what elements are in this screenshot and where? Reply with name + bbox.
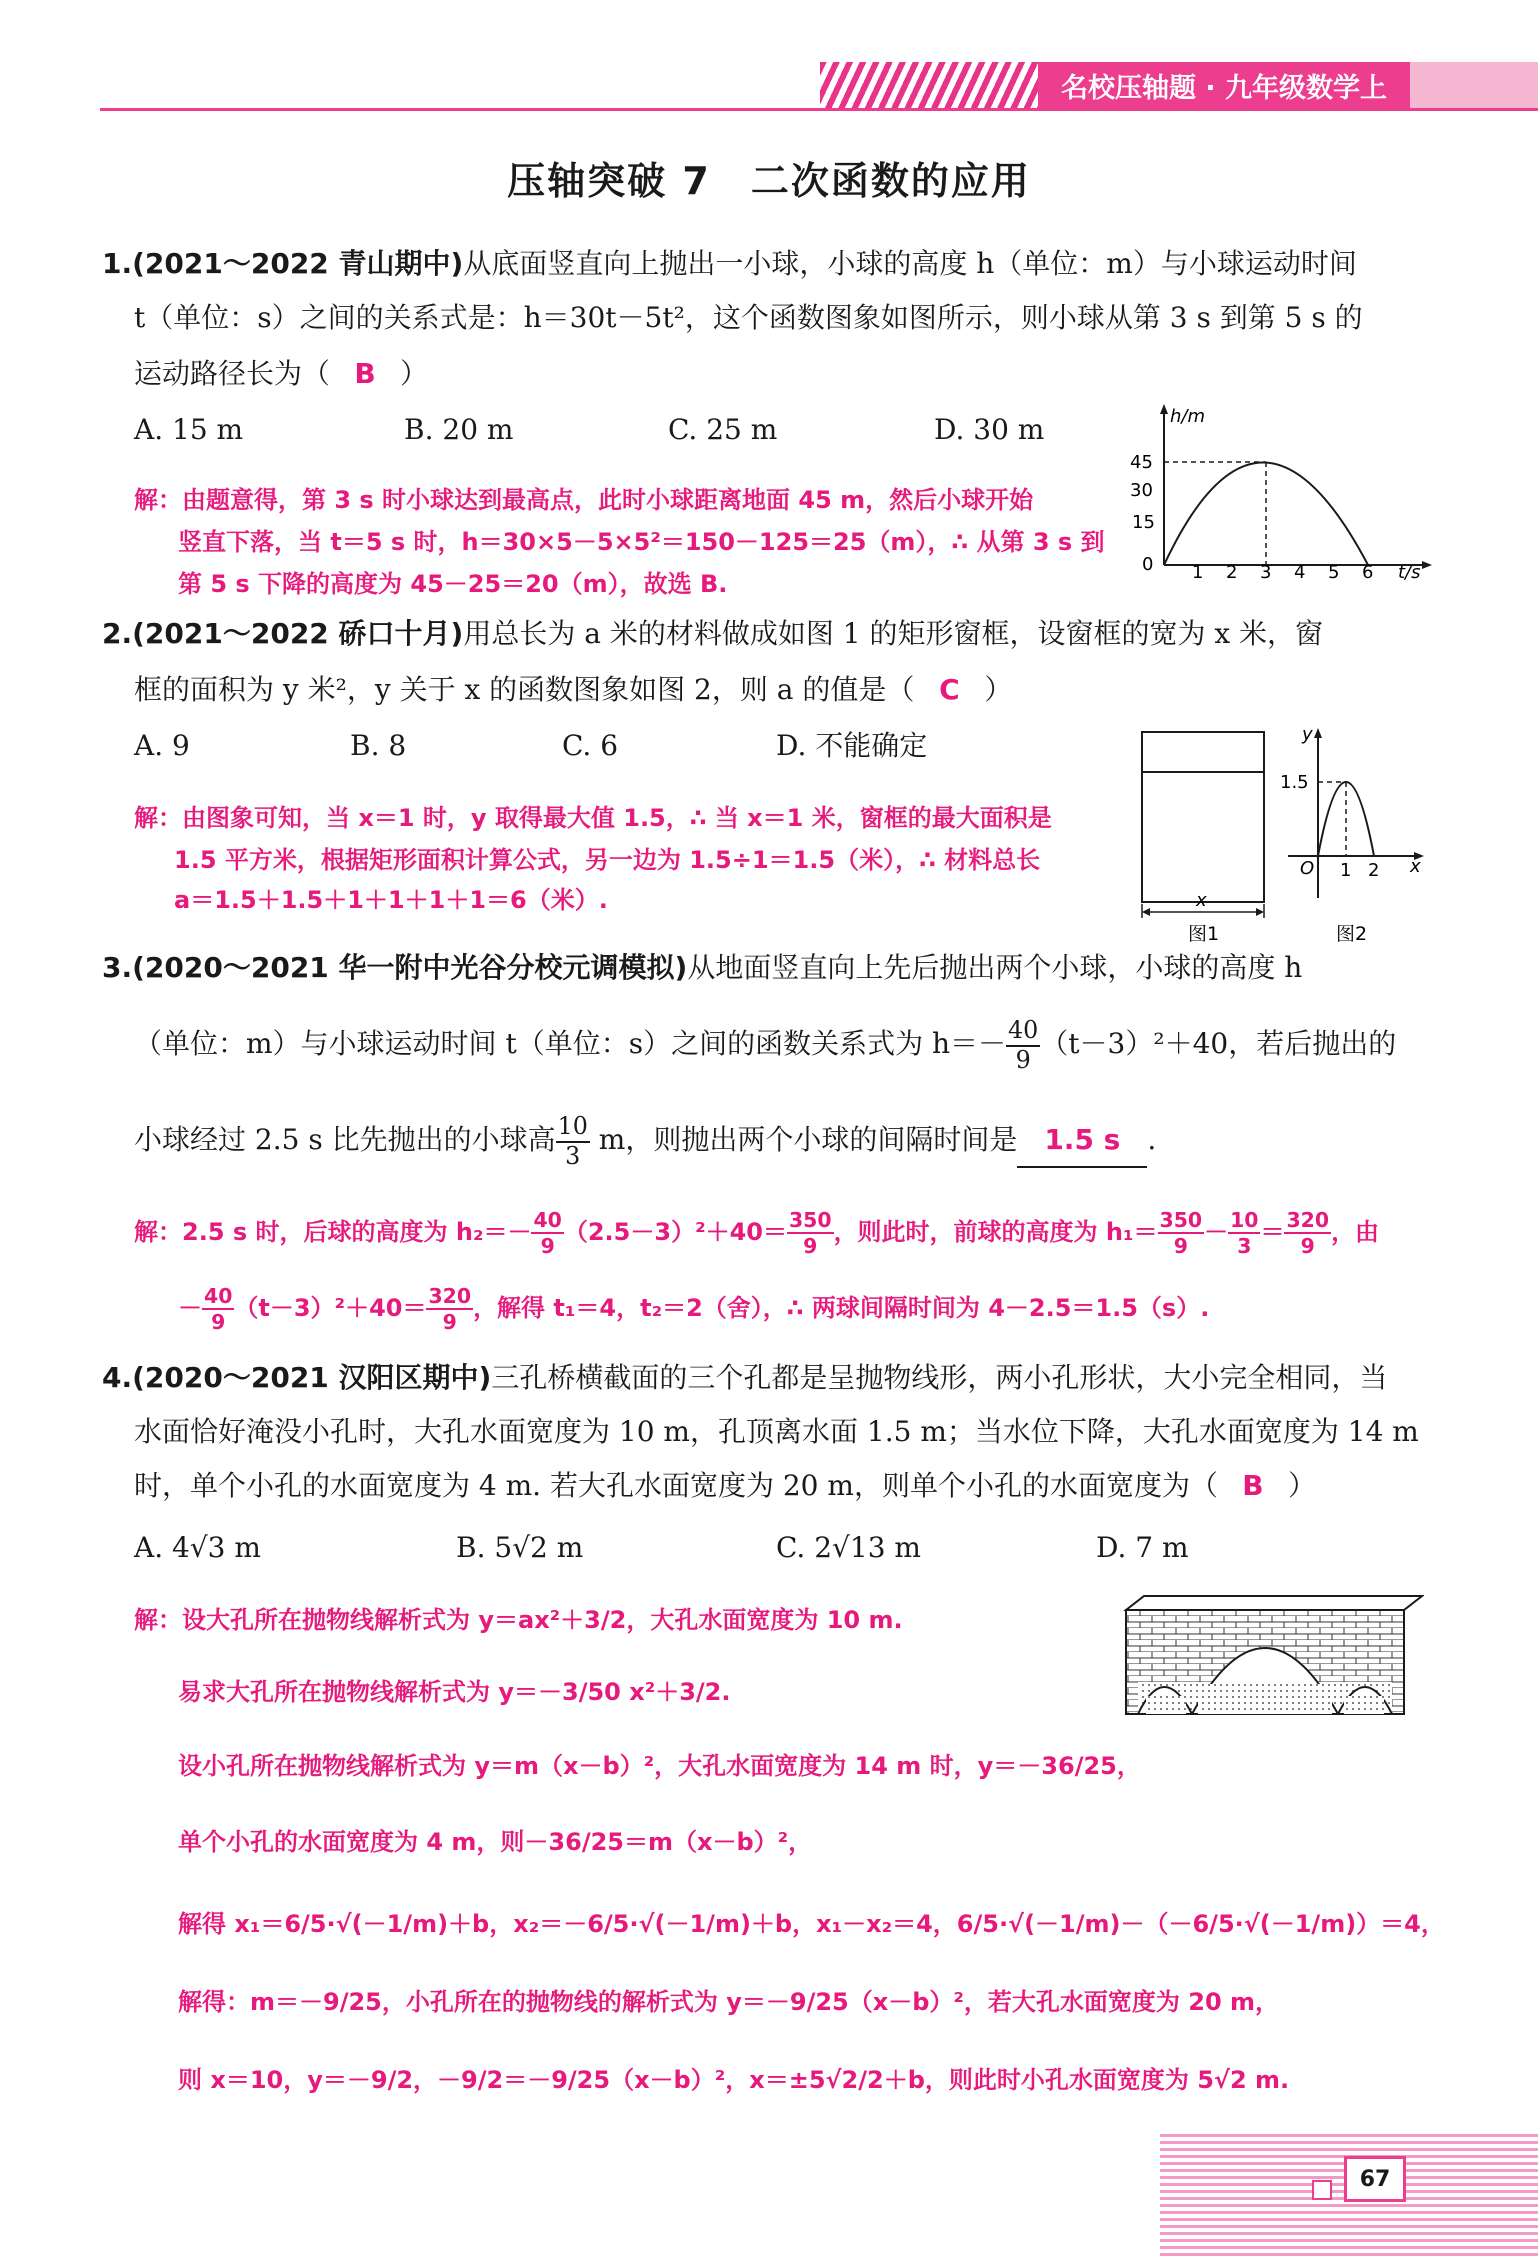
q3-sol-text: ，解得 t₁＝4，t₂＝2（舍），∴ 两球间隔时间为 4－2.5＝1.5（s）. [473, 1294, 1210, 1322]
q1-line-1 [102, 244, 1357, 284]
q2-option-a: A. 9 [134, 729, 190, 762]
frac-num: 40 [1006, 1019, 1040, 1047]
q3-sol-fraction [426, 1283, 473, 1334]
frac-den: 9 [803, 1234, 818, 1258]
q3-fraction-40-9 [1006, 1015, 1040, 1074]
q2-solution-3: a＝1.5＋1.5＋1＋1＋1＋1＝6（米）. [174, 886, 608, 914]
q3-sol-fraction [1228, 1207, 1260, 1258]
q2-option-c: C. 6 [562, 729, 619, 762]
q3-sol-text: － [178, 1294, 202, 1322]
q1-line-2: t（单位：s）之间的关系式是：h＝30t－5t²，这个函数图象如图所示，则小球从第 3 s 到第 5 s 的 [134, 301, 1363, 334]
q1-graph-xlabel: t/s [1398, 562, 1421, 583]
frac-num: 40 [531, 1210, 563, 1234]
q3-sol-text: （2.5－3）²＋40＝ [563, 1218, 787, 1246]
q1-graph-xtick: 1 [1192, 562, 1204, 583]
frac-num: 320 [1284, 1210, 1331, 1234]
q2-line-2 [134, 670, 1012, 710]
q1-answer: B [354, 357, 376, 390]
q1-solution-3: 第 5 s 下降的高度为 45－25＝20（m），故选 B. [178, 570, 728, 598]
q4-text-1: 三孔桥横截面的三个孔都是呈抛物线形，两小孔形状，大小完全相同，当 [491, 1361, 1388, 1394]
header-stripes [820, 62, 1038, 108]
q3-text-2a: （单位：m）与小球运动时间 t（单位：s）之间的函数关系式为 h＝－ [134, 1027, 1007, 1060]
q3-line-1 [102, 948, 1302, 988]
q1-graph-ytick: 45 [1130, 452, 1153, 473]
q4-solution-4: 单个小孔的水面宽度为 4 m，则－36/25＝m（x－b）²， [178, 1828, 813, 1856]
q3-text-2b: （t－3）²＋40，若后抛出的 [1040, 1027, 1397, 1060]
q4-source: (2020～2021 汉阳区期中) [132, 1361, 492, 1394]
q1-graph-ytick: 30 [1130, 480, 1153, 501]
q4-line-1 [102, 1358, 1387, 1398]
frac-num: 10 [556, 1115, 590, 1143]
q1-parabola-graph [1120, 400, 1440, 590]
q2-window-frame-figure [1130, 722, 1270, 944]
q1-graph-xtick: 3 [1260, 562, 1272, 583]
q1-graph-ylabel: h/m [1170, 406, 1206, 427]
q4-solution-5: 解得 x₁＝6/5·√(－1/m)＋b，x₂＝－6/5·√(－1/m)＋b，x₁－x₂＝4，6/5·√(－1/m)－（－6/5·√(－1/m)）＝4， [178, 1910, 1445, 1938]
q4-option-c: C. 2√13 m [776, 1531, 921, 1564]
frac-den: 9 [1173, 1234, 1188, 1258]
q1-option-a: A. 15 m [134, 413, 244, 446]
footer-square [1312, 2180, 1332, 2200]
q4-line-2: 水面恰好淹没小孔时，大孔水面宽度为 10 m，孔顶离水面 1.5 m；当水位下降，大孔水面宽度为 14 m [134, 1415, 1419, 1448]
q4-text-3: 时，单个小孔的水面宽度为 4 m. 若大孔水面宽度为 20 m，则单个小孔的水面宽度为（ [134, 1469, 1218, 1502]
q1-graph-xtick: 6 [1362, 562, 1374, 583]
frac-den: 9 [1300, 1234, 1315, 1258]
q4-line-3 [134, 1466, 1316, 1506]
q3-sol-fraction [1158, 1207, 1205, 1258]
q3-sol-fraction [1284, 1207, 1331, 1258]
q4-solution-3: 设小孔所在抛物线解析式为 y＝m（x－b）²，大孔水面宽度为 14 m 时，y＝－36/25， [178, 1752, 1141, 1780]
q3-sol-fraction [787, 1207, 834, 1258]
q1-graph-xtick: 5 [1328, 562, 1340, 583]
q1-line-3 [134, 354, 428, 394]
q4-number: 4. [102, 1361, 133, 1394]
q2-fig2-origin: O [1300, 858, 1315, 879]
book-title: 名校压轴题 · 九年级数学上 [1038, 62, 1410, 108]
q2-option-b: B. 8 [350, 729, 407, 762]
q2-option-d: D. 不能确定 [776, 729, 928, 762]
q2-text-2: 框的面积为 y 米²，y 关于 x 的函数图象如图 2，则 a 的值是（ [134, 673, 915, 706]
q1-solution-2: 竖直下落，当 t＝5 s 时，h＝30×5－5×5²＝150－125＝25（m），∴ 从第 3 s 到 [178, 528, 1105, 556]
frac-num: 10 [1228, 1210, 1260, 1234]
q1-source: (2021～2022 青山期中) [132, 247, 464, 280]
q4-answer: B [1242, 1469, 1264, 1502]
q3-sol-fraction [202, 1283, 234, 1334]
frac-den: 9 [540, 1234, 555, 1258]
q3-sol-text: ，由 [1331, 1218, 1380, 1246]
q3-answer-blank: 1.5 s [1017, 1114, 1147, 1168]
q3-source: (2020～2021 华一附中光谷分校元调模拟) [132, 951, 688, 984]
q2-fig2-ymax: 1.5 [1280, 772, 1309, 793]
header-rule [100, 108, 1538, 111]
q1-graph-origin: 0 [1142, 554, 1154, 575]
q2-line-1 [102, 614, 1323, 654]
frac-den: 9 [442, 1310, 457, 1334]
q2-fig2-caption: 图2 [1336, 923, 1368, 944]
q2-number: 2. [102, 617, 133, 650]
frac-den: 9 [211, 1310, 226, 1334]
frac-num: 320 [426, 1286, 473, 1310]
q1-option-d: D. 30 m [934, 413, 1045, 446]
q2-fig1-x: x [1196, 890, 1207, 911]
q3-text-3b: m，则抛出两个小球的间隔时间是 [589, 1123, 1018, 1156]
q2-solution-2: 1.5 平方米，根据矩形面积计算公式，另一边为 1.5÷1＝1.5（米），∴ 材料总长 [174, 846, 1041, 874]
q1-text-1: 从底面竖直向上抛出一小球，小球的高度 h（单位：m）与小球运动时间 [463, 247, 1357, 280]
header-accent [1410, 62, 1538, 108]
q3-number: 3. [102, 951, 133, 984]
q4-solution-2: 易求大孔所在抛物线解析式为 y＝－3/50 x²＋3/2. [178, 1678, 731, 1706]
q1-option-b: B. 20 m [404, 413, 514, 446]
frac-den: 3 [1237, 1234, 1252, 1258]
q3-solution-1 [134, 1206, 1379, 1258]
q1-graph-ytick: 15 [1132, 512, 1155, 533]
frac-num: 350 [787, 1210, 834, 1234]
q2-text-1: 用总长为 a 米的材料做成如图 1 的矩形窗框，设窗框的宽为 x 米，窗 [463, 617, 1324, 650]
q4-solution-6: 解得：m＝－9/25，小孔所在的抛物线的解析式为 y＝－9/25（x－b）²，若大孔水面宽度为 20 m， [178, 1988, 1280, 2016]
q3-fraction-10-3 [556, 1111, 590, 1170]
q4-bridge-figure [1122, 1592, 1424, 1716]
q2-answer: C [939, 673, 960, 706]
q3-sol-text: － [1204, 1218, 1229, 1246]
q3-line-3 [134, 1111, 1157, 1170]
q2-area-graph [1276, 722, 1436, 944]
q1-option-c: C. 25 m [668, 413, 778, 446]
frac-den: 3 [565, 1141, 581, 1170]
q3-solution-2 [178, 1282, 1209, 1334]
q3-line-2 [134, 1015, 1397, 1074]
page-title: 压轴突破 7 二次函数的应用 [507, 159, 1031, 203]
q1-graph-xtick: 4 [1294, 562, 1306, 583]
page-number: 67 [1344, 2156, 1406, 2202]
q1-close: ） [400, 357, 429, 390]
frac-num: 350 [1158, 1210, 1205, 1234]
q4-option-d: D. 7 m [1096, 1531, 1189, 1564]
q3-sol-text: ＝ [1260, 1218, 1285, 1246]
q4-solution-7: 则 x＝10，y＝－9/2，－9/2＝－9/25（x－b）²，x＝±5√2/2＋b，则此时小孔水面宽度为 5√2 m. [178, 2066, 1290, 2094]
q3-sol-text: ，则此时，前球的高度为 h₁＝ [833, 1218, 1158, 1246]
q3-text-3c: . [1147, 1123, 1157, 1156]
q2-fig2-xlabel: x [1410, 856, 1421, 877]
q3-sol-fraction [531, 1207, 563, 1258]
q1-number: 1. [102, 247, 133, 280]
q3-text-3a: 小球经过 2.5 s 比先抛出的小球高 [134, 1123, 556, 1156]
q4-option-b: B. 5√2 m [456, 1531, 584, 1564]
frac-num: 40 [202, 1286, 234, 1310]
frac-den: 9 [1015, 1045, 1031, 1074]
q3-text-1: 从地面竖直向上先后抛出两个小球，小球的高度 h [687, 951, 1303, 984]
q3-sol-text: （t－3）²＋40＝ [234, 1294, 427, 1322]
q4-solution-1: 解：设大孔所在抛物线解析式为 y＝ax²＋3/2，大孔水面宽度为 10 m. [134, 1606, 903, 1634]
q2-close: ） [984, 673, 1013, 706]
q2-fig2-ylabel: y [1302, 724, 1313, 745]
q2-source: (2021～2022 硚口十月) [132, 617, 464, 650]
q2-solution-1: 解：由图象可知，当 x＝1 时，y 取得最大值 1.5，∴ 当 x＝1 米，窗框的最大面积是 [134, 804, 1052, 832]
q2-fig2-x2: 2 [1368, 860, 1380, 881]
q1-graph-xtick: 2 [1226, 562, 1238, 583]
q4-option-a: A. 4√3 m [134, 1531, 261, 1564]
q4-close: ） [1287, 1469, 1316, 1502]
q1-text-3: 运动路径长为（ [134, 357, 331, 390]
q2-fig1-caption: 图1 [1188, 923, 1220, 944]
q3-sol-text: 解：2.5 s 时，后球的高度为 h₂＝－ [134, 1218, 532, 1246]
q2-fig2-x1: 1 [1340, 860, 1352, 881]
q1-solution-1: 解：由题意得，第 3 s 时小球达到最高点，此时小球距离地面 45 m，然后小球开始 [134, 486, 1034, 514]
